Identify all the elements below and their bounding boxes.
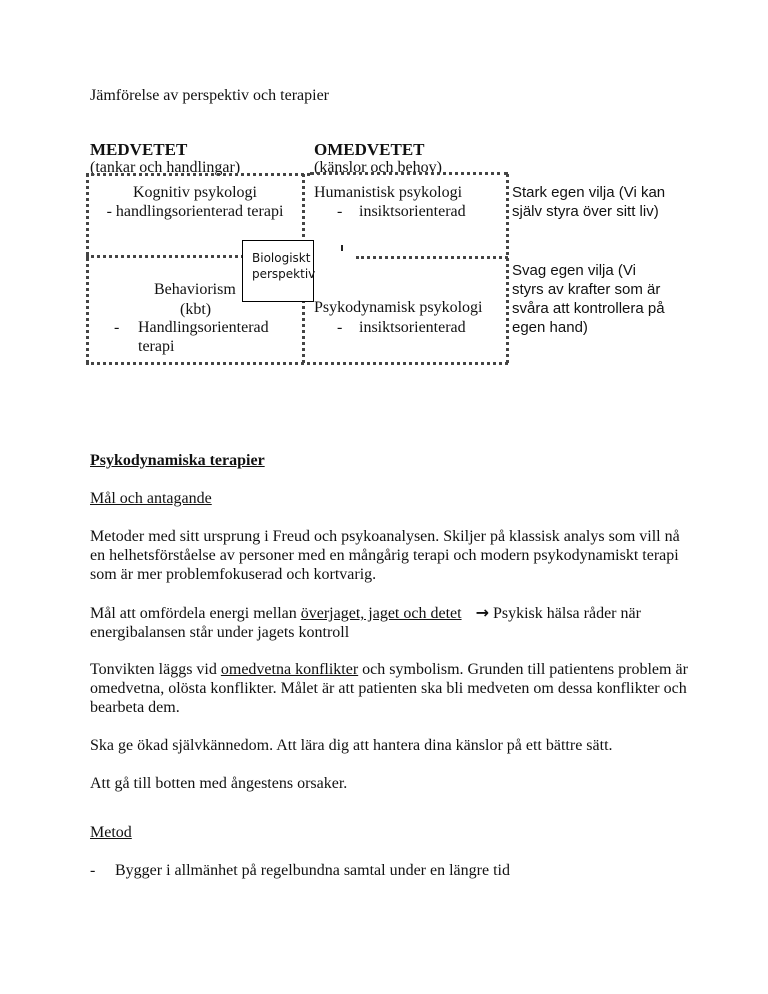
grid-right-border bbox=[506, 174, 509, 363]
method-subheading: Metod bbox=[90, 824, 132, 841]
weak-will-line-3: svåra att kontrollera på bbox=[512, 300, 665, 317]
omedvetet-subheading: (känslor och behov) bbox=[314, 159, 442, 176]
kbt-label: (kbt) bbox=[180, 301, 212, 318]
section-heading: Psykodynamiska terapier bbox=[90, 452, 265, 469]
cognitive-therapy-label: - handlingsorienterad terapi bbox=[106, 203, 284, 220]
grid-middle-right-border bbox=[356, 256, 508, 259]
document-title: Jämförelse av perspektiv och terapier bbox=[90, 87, 330, 104]
psychodynamic-dash: - bbox=[337, 319, 343, 336]
psychodynamic-psychology-label: Psykodynamisk psykologi bbox=[314, 299, 483, 316]
bullet-dash: - bbox=[90, 862, 96, 879]
energy-text-start: Mål att omfördela energi mellan bbox=[90, 605, 301, 622]
energy-underlined-terms: överjaget, jaget och detet bbox=[300, 605, 462, 622]
goal-subheading: Mål och antagande bbox=[90, 490, 212, 507]
medvetet-subheading: (tankar och handlingar) bbox=[90, 159, 241, 176]
conflicts-text-start: Tonvikten läggs vid bbox=[90, 661, 221, 678]
medvetet-heading: MEDVETET bbox=[90, 140, 188, 159]
weak-will-line-1: Svag egen vilja (Vi bbox=[512, 262, 636, 279]
paragraph-anxiety: Att gå till botten med ångestens orsaker. bbox=[90, 775, 348, 792]
behaviorism-therapy-label: Handlingsorienterad bbox=[138, 319, 269, 336]
behaviorism-label: Behaviorism bbox=[154, 281, 236, 298]
grid-left-border bbox=[86, 174, 89, 363]
psychodynamic-therapy-label: insiktsorienterad bbox=[359, 319, 466, 336]
behaviorism-therapy-label-cont: terapi bbox=[138, 338, 175, 355]
humanistic-dash: - bbox=[337, 203, 343, 220]
paragraph-energy bbox=[90, 603, 690, 642]
grid-middle-left-border bbox=[86, 255, 244, 258]
omedvetet-heading: OMEDVETET bbox=[314, 140, 425, 159]
biological-label: Biologiskt bbox=[252, 251, 311, 265]
strong-will-line-2: själv styra över sitt liv) bbox=[512, 203, 659, 220]
paragraph-self-knowledge: Ska ge ökad självkännedom. Att lära dig att hantera dina känslor på ett bättre sätt. bbox=[90, 737, 613, 754]
arrow-right-icon: → bbox=[475, 603, 489, 622]
weak-will-line-2: styrs av krafter som är bbox=[512, 281, 661, 298]
weak-will-line-4: egen hand) bbox=[512, 319, 588, 336]
grid-top-left-border bbox=[86, 173, 310, 176]
conflicts-underlined-term: omedvetna konflikter bbox=[220, 661, 359, 678]
weak-will-text bbox=[512, 261, 682, 337]
humanistic-psychology-label: Humanistisk psykologi bbox=[314, 184, 463, 201]
energy-text-end: Psykisk hälsa råder när energibalansen står under jagets kontroll bbox=[90, 605, 641, 641]
paragraph-conflicts bbox=[90, 660, 690, 717]
perspective-label: perspektiv bbox=[252, 267, 316, 281]
humanistic-therapy-label: insiktsorienterad bbox=[359, 203, 466, 220]
paragraph-origins: Metoder med sitt ursprung i Freud och psykoanalysen. Skiljer på klassisk analys som vill nå en helhetsförståelse av personer med en mångårig terapi och modern psykodynamiskt terapi som är mer problemfokuserad och kortvarig. bbox=[90, 528, 680, 583]
conflicts-text-end: och symbolism. Grunden till patientens problem är omedvetna, olösta konflikter. Målet är att patienten ska bli medveten om dessa konflikter och bearbeta dem. bbox=[90, 661, 688, 716]
method-bullet-1: Bygger i allmänhet på regelbundna samtal under en längre tid bbox=[115, 862, 510, 879]
behaviorism-dash: - bbox=[114, 319, 120, 336]
strong-will-line-1: Stark egen vilja (Vi kan bbox=[512, 184, 666, 201]
grid-tick-mark bbox=[341, 245, 343, 251]
biological-perspective-box bbox=[242, 240, 314, 302]
strong-will-text bbox=[512, 183, 682, 221]
cognitive-psychology-label: Kognitiv psykologi bbox=[132, 184, 257, 201]
grid-top-right-border bbox=[310, 172, 508, 175]
grid-bottom-border bbox=[86, 362, 508, 365]
